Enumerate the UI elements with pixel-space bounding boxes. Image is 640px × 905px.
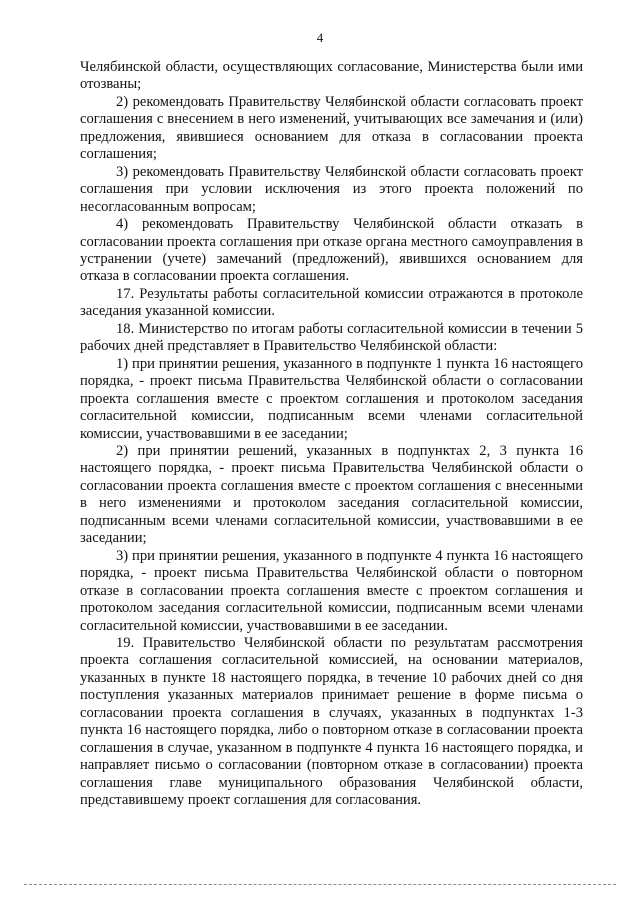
paragraph-17: 17. Результаты работы согласительной комиссии отражаются в протоколе заседания указанной комиссии. bbox=[80, 285, 583, 320]
paragraph-19: 19. Правительство Челябинской области по результатам рассмотрения проекта соглашения согласительной комиссией, на основании материалов, указанных в пункте 18 настоящего порядка, в течение 10 рабочих дней со дня поступления указанных материалов принимает решение в форме письма о согласовании проекта соглашения в случаях, указанных в подпунктах 1-3 пункта 16 настоящего порядка, либо о повторном отказе в согласовании проекта соглашения в случае, указанном в подпункте 4 пункта 16 настоящего порядка, и направляет письмо о согласовании (повторном отказе в согласовании) проекта соглашения главе муниципального образования Челябинской области, представившему проект соглашения для согласования. bbox=[80, 634, 583, 809]
paragraph-item-3: 3) рекомендовать Правительству Челябинской области согласовать проект соглашения при условии исключения из этого проекта положений по несогласованным вопросам; bbox=[80, 163, 583, 215]
page-number: 4 bbox=[316, 30, 324, 45]
paragraph-18-item-2: 2) при принятии решений, указанных в подпунктах 2, 3 пункта 16 настоящего порядка, - проект письма Правительства Челябинской области о согласовании проекта соглашения вместе с проектом соглашения с внесенными в него изменениями и протоколом заседания согласительной комиссии, подписанным всеми членами согласительной комиссии, участвовавшими в ее заседании; bbox=[80, 442, 583, 547]
paragraph-18-item-3: 3) при принятии решения, указанного в подпункте 4 пункта 16 настоящего порядка, - проект письма Правительства Челябинской области о повторном отказе в согласовании проекта соглашения вместе с проектом соглашения и протоколом заседания согласительной комиссии, подписанным всеми членами согласительной комиссии, участвовавшими в ее заседании. bbox=[80, 547, 583, 634]
paragraph-item-4: 4) рекомендовать Правительству Челябинской области отказать в согласовании проекта соглашения при отказе органа местного самоуправления в устранении (учете) замечаний (предложений), явившихся основанием для отказа в согласовании проекта соглашения. bbox=[80, 216, 583, 285]
paragraph-18: 18. Министерство по итогам работы согласительной комиссии в течении 5 рабочих дней представляет в Правительство Челябинской области: bbox=[80, 320, 583, 355]
page-bottom-divider bbox=[24, 884, 616, 885]
paragraph-18-item-1: 1) при принятии решения, указанного в подпункте 1 пункта 16 настоящего порядка, - проект письма Правительства Челябинской области о согласовании проекта соглашения вместе с проектом соглашения и протоколом заседания согласительной комиссии, подписанным всеми членами согласительной комиссии, участвовавшими в ее заседании; bbox=[80, 355, 583, 442]
paragraph-item-2: 2) рекомендовать Правительству Челябинской области согласовать проект соглашения с внесением в него изменений, учитывающих все замечания и (или) предложения, явившиеся основанием для отказа в согласовании проекта соглашения; bbox=[80, 93, 583, 163]
paragraph-continuation: Челябинской области, осуществляющих согласование, Министерства были ими отозваны; bbox=[80, 59, 583, 93]
document-body bbox=[80, 59, 583, 809]
